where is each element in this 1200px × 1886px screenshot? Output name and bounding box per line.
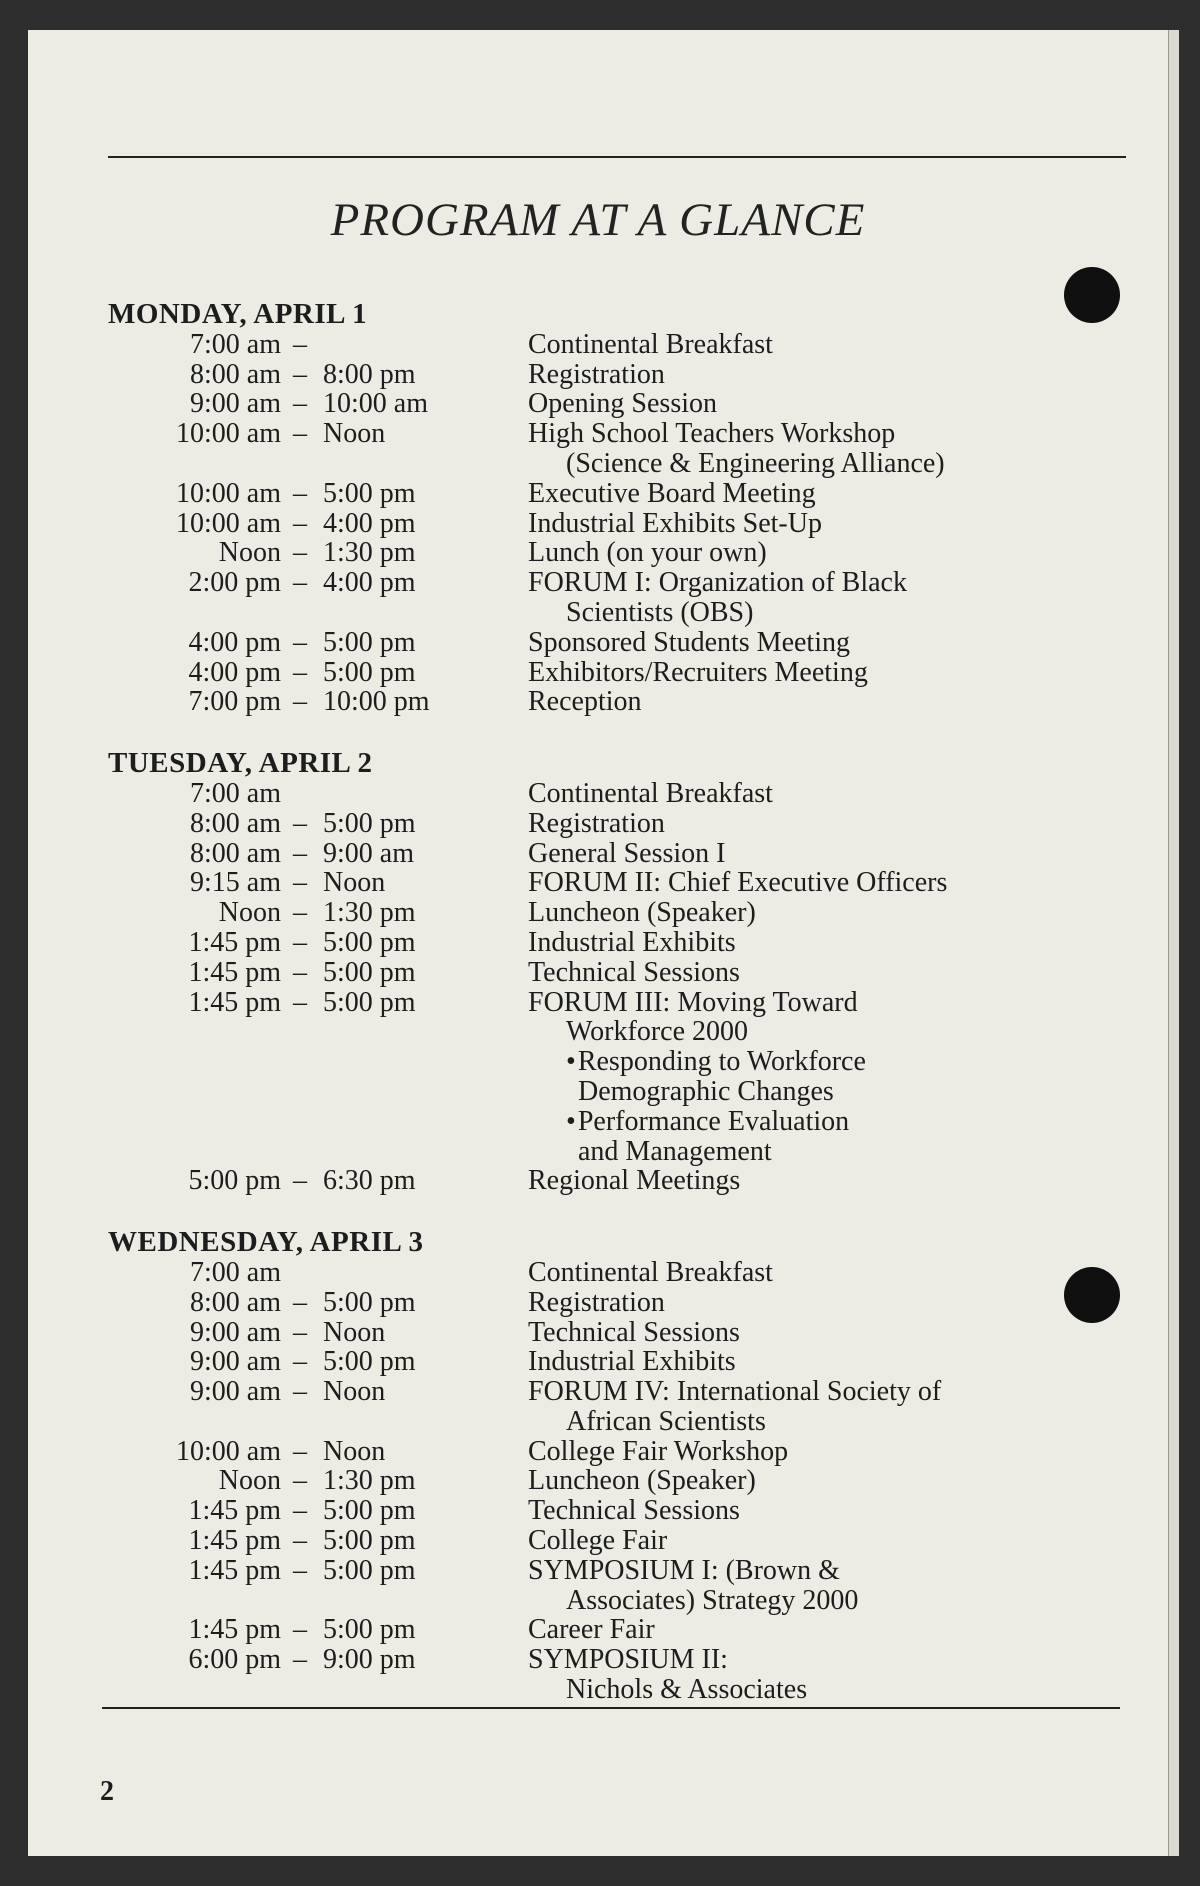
time-dash: – [293, 388, 307, 420]
start-time: 1:45 pm [188, 926, 281, 958]
event-title: SYMPOSIUM II: [528, 1644, 728, 1676]
end-time: 1:30 pm [323, 537, 416, 569]
time-dash: – [293, 1165, 307, 1197]
time-dash: – [293, 328, 307, 360]
time-dash: – [293, 1435, 307, 1467]
event-description [528, 538, 1128, 568]
event-title: College Fair [528, 1525, 668, 1557]
start-time: 10:00 am [176, 477, 281, 509]
schedule-row [108, 389, 1128, 419]
end-time [319, 330, 473, 360]
time-dash: – [293, 1495, 307, 1527]
start-time: 9:00 am [190, 1346, 281, 1378]
end-time: 1:30 pm [323, 1465, 416, 1497]
time-range [108, 928, 528, 958]
end-time: 5:00 pm [323, 626, 416, 658]
page-number: 2 [100, 1776, 114, 1807]
schedule-row [108, 1377, 1128, 1437]
event-description [528, 419, 1128, 479]
start-time: 7:00 pm [188, 686, 281, 718]
end-time: 5:00 pm [323, 1525, 416, 1557]
start-time: 6:00 pm [188, 1644, 281, 1676]
schedule-row [108, 419, 1128, 479]
time-dash: – [293, 477, 307, 509]
time-range [108, 419, 528, 449]
event-title: Luncheon (Speaker) [528, 897, 756, 929]
event-description [528, 839, 1128, 869]
start-time: 1:45 pm [188, 956, 281, 988]
time-range [108, 479, 528, 509]
schedule-row [108, 1496, 1128, 1526]
end-time: Noon [323, 867, 386, 899]
end-time: 5:00 pm [323, 656, 416, 688]
time-range [108, 1377, 528, 1407]
event-continuation: Scientists (OBS) [566, 596, 754, 628]
start-time: 1:45 pm [188, 1614, 281, 1646]
start-time: 9:00 am [190, 388, 281, 420]
event-description [528, 1288, 1128, 1318]
end-time: 4:00 pm [323, 567, 416, 599]
schedule-row [108, 928, 1128, 958]
bullet-icon: • [566, 1046, 576, 1078]
event-description [528, 1615, 1128, 1645]
end-time: 5:00 pm [323, 1495, 416, 1527]
start-time: Noon [218, 1465, 281, 1497]
time-range [108, 958, 528, 988]
end-time: 5:00 pm [323, 926, 416, 958]
event-description [528, 628, 1128, 658]
schedule-row [108, 1288, 1128, 1318]
end-time: 5:00 pm [323, 956, 416, 988]
end-time [319, 1258, 473, 1288]
end-time: 9:00 am [323, 837, 414, 869]
event-title: Executive Board Meeting [528, 477, 816, 509]
time-dash: – [293, 1346, 307, 1378]
bullet-icon: • [566, 1105, 576, 1137]
program-schedule [108, 300, 1128, 1737]
time-range [108, 389, 528, 419]
event-description [528, 1466, 1128, 1496]
schedule-row [108, 538, 1128, 568]
day-section [108, 749, 1128, 1196]
time-range [108, 1556, 528, 1586]
time-range [108, 839, 528, 869]
schedule-row [108, 1258, 1128, 1288]
schedule-row [108, 330, 1128, 360]
event-title: Registration [528, 807, 665, 839]
event-continuation: (Science & Engineering Alliance) [566, 447, 945, 479]
time-dash: – [293, 897, 307, 929]
schedule-row [108, 1318, 1128, 1348]
time-dash: – [293, 1554, 307, 1586]
day-heading: MONDAY, APRIL 1 [108, 298, 368, 330]
end-time: 10:00 pm [323, 686, 430, 718]
start-time: 10:00 am [176, 1435, 281, 1467]
time-range [108, 779, 528, 809]
event-description [528, 509, 1128, 539]
end-time: 4:00 pm [323, 507, 416, 539]
schedule-row [108, 898, 1128, 928]
time-range [108, 1288, 528, 1318]
subtopic-line: Demographic Changes [578, 1075, 834, 1107]
event-description [528, 389, 1128, 419]
event-title: Lunch (on your own) [528, 537, 767, 569]
event-title: College Fair Workshop [528, 1435, 789, 1467]
time-dash: – [293, 656, 307, 688]
event-title: Career Fair [528, 1614, 655, 1646]
event-title: FORUM II: Chief Executive Officers [528, 867, 948, 899]
time-range [108, 568, 528, 598]
time-range [108, 1615, 528, 1645]
subtopic-line: and Management [578, 1135, 772, 1167]
time-range [108, 988, 528, 1018]
time-range [108, 898, 528, 928]
event-description [528, 1526, 1128, 1556]
page-edge [1168, 30, 1179, 1856]
schedule-row [108, 658, 1128, 688]
event-description [528, 1347, 1128, 1377]
time-dash: – [293, 926, 307, 958]
event-description [528, 1437, 1128, 1467]
end-time: 1:30 pm [323, 897, 416, 929]
event-title: Continental Breakfast [528, 328, 773, 360]
end-time: Noon [323, 1316, 386, 1348]
subtopic-line: Responding to Workforce [577, 1046, 866, 1078]
schedule-row [108, 1166, 1128, 1196]
event-description [528, 1377, 1128, 1437]
day-section [108, 300, 1128, 717]
schedule-row [108, 509, 1128, 539]
event-description [528, 1645, 1128, 1705]
event-title: Technical Sessions [528, 1316, 740, 1348]
event-title: FORUM IV: International Society of [528, 1376, 942, 1408]
start-time: 10:00 am [176, 418, 281, 450]
time-range [108, 687, 528, 717]
program-page [28, 30, 1168, 1856]
event-continuation: Nichols & Associates [566, 1674, 808, 1706]
event-description [528, 687, 1128, 717]
start-time: 8:00 am [190, 807, 281, 839]
schedule-row [108, 1615, 1128, 1645]
start-time: 2:00 pm [188, 567, 281, 599]
event-description [528, 360, 1128, 390]
time-dash: – [293, 1614, 307, 1646]
event-title: High School Teachers Workshop [528, 418, 896, 450]
time-dash: – [293, 1644, 307, 1676]
start-time: 7:00 am [190, 1256, 281, 1288]
end-time: 5:00 pm [323, 986, 416, 1018]
time-range [108, 538, 528, 568]
event-description [528, 898, 1128, 928]
end-time: 5:00 pm [323, 477, 416, 509]
event-title: General Session I [528, 837, 726, 869]
start-time: Noon [218, 537, 281, 569]
end-time: 8:00 pm [323, 358, 416, 390]
top-rule [108, 156, 1126, 158]
end-time [319, 779, 473, 809]
start-time: 1:45 pm [188, 1554, 281, 1586]
start-time: 1:45 pm [188, 1495, 281, 1527]
event-title: FORUM I: Organization of Black [528, 567, 907, 599]
start-time: 4:00 pm [188, 626, 281, 658]
end-time: 5:00 pm [323, 1346, 416, 1378]
end-time: 5:00 pm [323, 807, 416, 839]
schedule-row [108, 1466, 1128, 1496]
time-dash: – [293, 507, 307, 539]
time-range [108, 809, 528, 839]
schedule-row [108, 360, 1128, 390]
event-title: Opening Session [528, 388, 717, 420]
schedule-row [108, 1645, 1128, 1705]
time-dash: – [293, 807, 307, 839]
start-time: 9:15 am [190, 867, 281, 899]
event-description [528, 1166, 1128, 1196]
time-range [108, 1258, 528, 1288]
schedule-row [108, 839, 1128, 869]
start-time: 5:00 pm [188, 1165, 281, 1197]
start-time: 10:00 am [176, 507, 281, 539]
start-time: 8:00 am [190, 837, 281, 869]
start-time: 1:45 pm [188, 986, 281, 1018]
event-continuation: Associates) Strategy 2000 [566, 1584, 859, 1616]
event-title: Reception [528, 686, 642, 718]
time-dash: – [293, 686, 307, 718]
end-time: Noon [323, 1376, 386, 1408]
time-dash: – [293, 986, 307, 1018]
end-time: 5:00 pm [323, 1554, 416, 1586]
event-description [528, 1496, 1128, 1526]
event-title: Luncheon (Speaker) [528, 1465, 756, 1497]
end-time: Noon [323, 418, 386, 450]
event-description [528, 1258, 1128, 1288]
time-range [108, 658, 528, 688]
time-dash: – [293, 537, 307, 569]
event-continuation: African Scientists [566, 1405, 766, 1437]
schedule-row [108, 809, 1128, 839]
event-title: Technical Sessions [528, 956, 740, 988]
event-title: SYMPOSIUM I: (Brown & [528, 1554, 840, 1586]
end-time: 6:30 pm [323, 1165, 416, 1197]
start-time: Noon [218, 897, 281, 929]
time-dash [281, 1258, 319, 1288]
schedule-row [108, 1437, 1128, 1467]
time-range [108, 1496, 528, 1526]
event-title: Continental Breakfast [528, 777, 773, 809]
schedule-row [108, 687, 1128, 717]
event-description [528, 330, 1128, 360]
time-range [108, 1318, 528, 1348]
event-subtopic [528, 1047, 1128, 1107]
event-title: Exhibitors/Recruiters Meeting [528, 656, 868, 688]
time-dash: – [293, 1525, 307, 1557]
schedule-row [108, 779, 1128, 809]
event-title: Industrial Exhibits [528, 926, 736, 958]
event-description [528, 809, 1128, 839]
time-range [108, 1166, 528, 1196]
time-dash: – [293, 418, 307, 450]
time-dash: – [293, 1286, 307, 1318]
schedule-row [108, 628, 1128, 658]
start-time: 9:00 am [190, 1376, 281, 1408]
time-range [108, 360, 528, 390]
time-dash: – [293, 626, 307, 658]
event-description [528, 1318, 1128, 1348]
day-heading: WEDNESDAY, APRIL 3 [108, 1226, 424, 1259]
end-time: 9:00 pm [323, 1644, 416, 1676]
event-title: Industrial Exhibits Set-Up [528, 507, 822, 539]
event-description [528, 958, 1128, 988]
start-time: 9:00 am [190, 1316, 281, 1348]
start-time: 7:00 am [190, 328, 281, 360]
event-title: Industrial Exhibits [528, 1346, 736, 1378]
schedule-row [108, 988, 1128, 1167]
event-title: Regional Meetings [528, 1165, 741, 1197]
time-dash: – [293, 837, 307, 869]
time-dash: – [293, 1316, 307, 1348]
time-range [108, 868, 528, 898]
time-range [108, 509, 528, 539]
day-section [108, 1228, 1128, 1705]
event-description [528, 868, 1128, 898]
end-time: 10:00 am [323, 388, 428, 420]
subtopic-line: Performance Evaluation [577, 1105, 850, 1137]
time-dash: – [293, 567, 307, 599]
start-time: 1:45 pm [188, 1525, 281, 1557]
event-title: FORUM III: Moving Toward [528, 986, 858, 1018]
time-range [108, 628, 528, 658]
end-time: 5:00 pm [323, 1614, 416, 1646]
start-time: 8:00 am [190, 1286, 281, 1318]
event-title: Registration [528, 1286, 665, 1318]
event-description [528, 779, 1128, 809]
time-dash: – [293, 867, 307, 899]
event-title: Continental Breakfast [528, 1256, 773, 1288]
bottom-rule [102, 1707, 1120, 1709]
schedule-row [108, 568, 1128, 628]
event-description [528, 479, 1128, 509]
time-dash: – [293, 1376, 307, 1408]
event-title: Sponsored Students Meeting [528, 626, 850, 658]
event-description [528, 568, 1128, 628]
event-subtopic [528, 1107, 1128, 1167]
event-title: Technical Sessions [528, 1495, 740, 1527]
time-range [108, 1645, 528, 1675]
time-range [108, 330, 528, 360]
event-description [528, 658, 1128, 688]
page-title: PROGRAM AT A GLANCE [330, 194, 866, 246]
event-description [528, 928, 1128, 958]
schedule-row [108, 479, 1128, 509]
time-dash: – [293, 1465, 307, 1497]
time-dash: – [293, 358, 307, 390]
time-range [108, 1526, 528, 1556]
schedule-row [108, 868, 1128, 898]
schedule-row [108, 958, 1128, 988]
event-continuation: Workforce 2000 [566, 1016, 749, 1048]
schedule-row [108, 1556, 1128, 1616]
event-title: Registration [528, 358, 665, 390]
schedule-row [108, 1347, 1128, 1377]
event-description [528, 988, 1128, 1167]
time-range [108, 1466, 528, 1496]
time-dash: – [293, 956, 307, 988]
schedule-row [108, 1526, 1128, 1556]
day-heading: TUESDAY, APRIL 2 [108, 747, 373, 780]
time-range [108, 1347, 528, 1377]
event-description [528, 1556, 1128, 1616]
start-time: 7:00 am [190, 777, 281, 809]
time-dash [281, 779, 319, 809]
start-time: 8:00 am [190, 358, 281, 390]
time-range [108, 1437, 528, 1467]
end-time: 5:00 pm [323, 1286, 416, 1318]
end-time: Noon [323, 1435, 386, 1467]
start-time: 4:00 pm [188, 656, 281, 688]
